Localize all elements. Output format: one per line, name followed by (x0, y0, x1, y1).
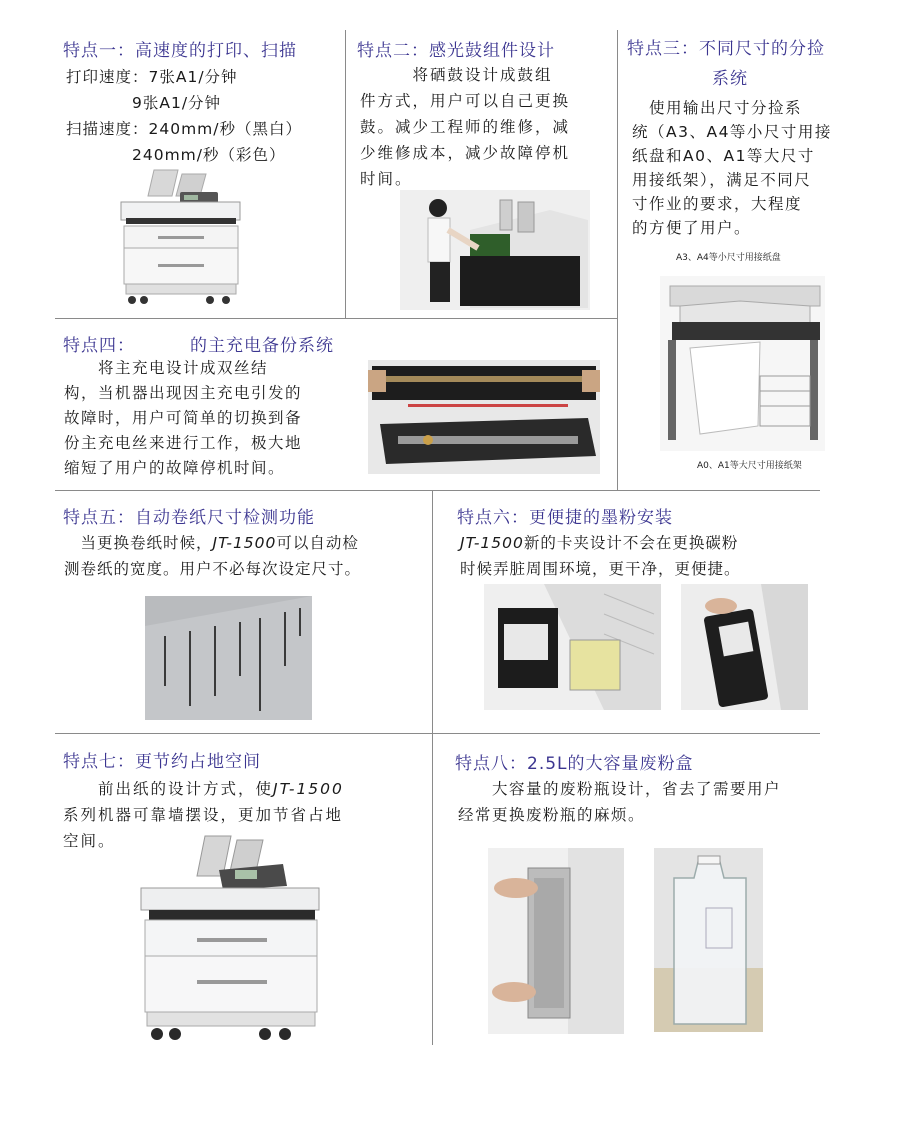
feature-6-text (460, 530, 741, 582)
output-tray-photo (660, 276, 825, 451)
divider-h-2 (55, 490, 820, 491)
feature-4-line: 将主充电设计成双丝结 (64, 359, 269, 377)
feature-2-title: 特点二：感光鼓组件设计 (357, 41, 555, 61)
feature-3-title-line1: 特点三：不同尺寸的分捡 (627, 39, 825, 59)
feature-7-line-2: 系列机器可靠墙摆设，更加节省占地 (63, 806, 344, 824)
model-name: JT-1500 (460, 534, 524, 552)
feature-2-text (360, 62, 570, 192)
feature-6-line-2: 时候弄脏周围环境，更干净，更便捷。 (460, 560, 741, 578)
feature-3-line: 的方便了用户。 (632, 219, 752, 237)
feature-4-title-prefix: 特点四： (63, 336, 135, 356)
feature-1-line: 扫描速度：240mm/秒（黑白） (66, 120, 303, 138)
feature-4-line: 构，当机器出现因主充电引发的 (64, 384, 303, 402)
feature-2-line: 少维修成本，减少故障停机 (360, 144, 571, 162)
feature-4-line: 缩短了用户的故障停机时间。 (64, 459, 286, 477)
feature-5-line-2: 测卷纸的宽度。用户不必每次设定尺寸。 (64, 560, 362, 578)
feature-7-line-1 (63, 776, 344, 802)
divider-v-top-1 (345, 30, 346, 318)
feature-1-line: 240mm/秒（彩色） (66, 146, 286, 164)
toner-cartridge-photo (681, 584, 808, 710)
feature-3-text (632, 96, 832, 240)
feature-7-line-1-start: 前出纸的设计方式，使 (63, 780, 274, 798)
divider-h-3 (55, 733, 820, 734)
feature-4-text (64, 356, 302, 481)
feature-6-line-1 (460, 530, 741, 556)
waste-toner-insertion-photo (488, 848, 624, 1034)
feature-6-line-1-end: 新的卡夹设计不会在更换碳粉 (523, 534, 739, 552)
plotter-image-large (135, 830, 325, 1046)
feature-5-line-1-start: 当更换卷纸时候， (64, 534, 213, 552)
plotter-image-small (118, 168, 243, 308)
feature-7-title: 特点七：更节约占地空间 (63, 752, 261, 772)
divider-v-mid (432, 490, 433, 1045)
feature-7-line-3: 空间。 (63, 832, 116, 850)
feature-4-line: 份主充电丝来进行工作，极大地 (64, 434, 303, 452)
waste-toner-bottle-photo (654, 848, 763, 1032)
feature-4-title: 的主充电备份系统 (190, 336, 334, 356)
feature-8-text (458, 776, 781, 828)
model-name: JT-1500 (212, 534, 277, 552)
feature-6-title: 特点六：更便捷的墨粉安装 (457, 508, 673, 528)
divider-v-top-2 (617, 30, 618, 490)
feature-2-line: 将硒鼓设计成鼓组 (360, 66, 553, 84)
technician-replacing-drum-photo (400, 190, 590, 310)
feature-3-line: 寸作业的要求，大程度 (632, 195, 803, 213)
feature-1-text (66, 64, 302, 168)
feature-5-title: 特点五：自动卷纸尺寸检测功能 (63, 508, 315, 528)
feature-1-title: 特点一：高速度的打印、扫描 (63, 41, 297, 61)
feature-3-line: 使用输出尺寸分捡系 (632, 99, 803, 117)
large-rack-caption: A0、A1等大尺寸用接纸架 (697, 461, 802, 471)
feature-8-line-1: 大容量的废粉瓶设计，省去了需要用户 (458, 780, 782, 798)
feature-2-line: 件方式，用户可以自己更换 (360, 92, 571, 110)
feature-8-title: 特点八：2.5L的大容量废粉盒 (455, 754, 694, 774)
feature-5-text (64, 530, 361, 582)
feature-3-line: 统（A3、A4等小尺寸用接 (632, 123, 832, 141)
feature-1-line: 打印速度：7张A1/分钟 (66, 68, 238, 86)
feature-5-line-1 (64, 530, 361, 556)
feature-5-line-1-end: 可以自动检 (276, 534, 359, 552)
paper-width-sensor-photo (145, 596, 312, 720)
feature-3-line: 用接纸架），满足不同尺 (632, 171, 812, 189)
charger-unit-photo (368, 360, 600, 474)
feature-1-line: 9张A1/分钟 (66, 94, 222, 112)
feature-2-line: 时间。 (360, 170, 413, 188)
feature-3-title-line2: 系统 (712, 69, 748, 89)
small-tray-caption: A3、A4等小尺寸用接纸盘 (676, 253, 781, 263)
toner-slot-photo (484, 584, 661, 710)
model-name: JT-1500 (273, 780, 344, 798)
feature-3-line: 纸盘和A0、A1等大尺寸 (632, 147, 815, 165)
feature-4-line: 故障时，用户可简单的切换到备 (64, 409, 303, 427)
divider-h-1 (55, 318, 618, 319)
feature-2-line: 鼓。减少工程师的维修，减 (360, 118, 571, 136)
feature-8-line-2: 经常更换废粉瓶的麻烦。 (458, 806, 646, 824)
